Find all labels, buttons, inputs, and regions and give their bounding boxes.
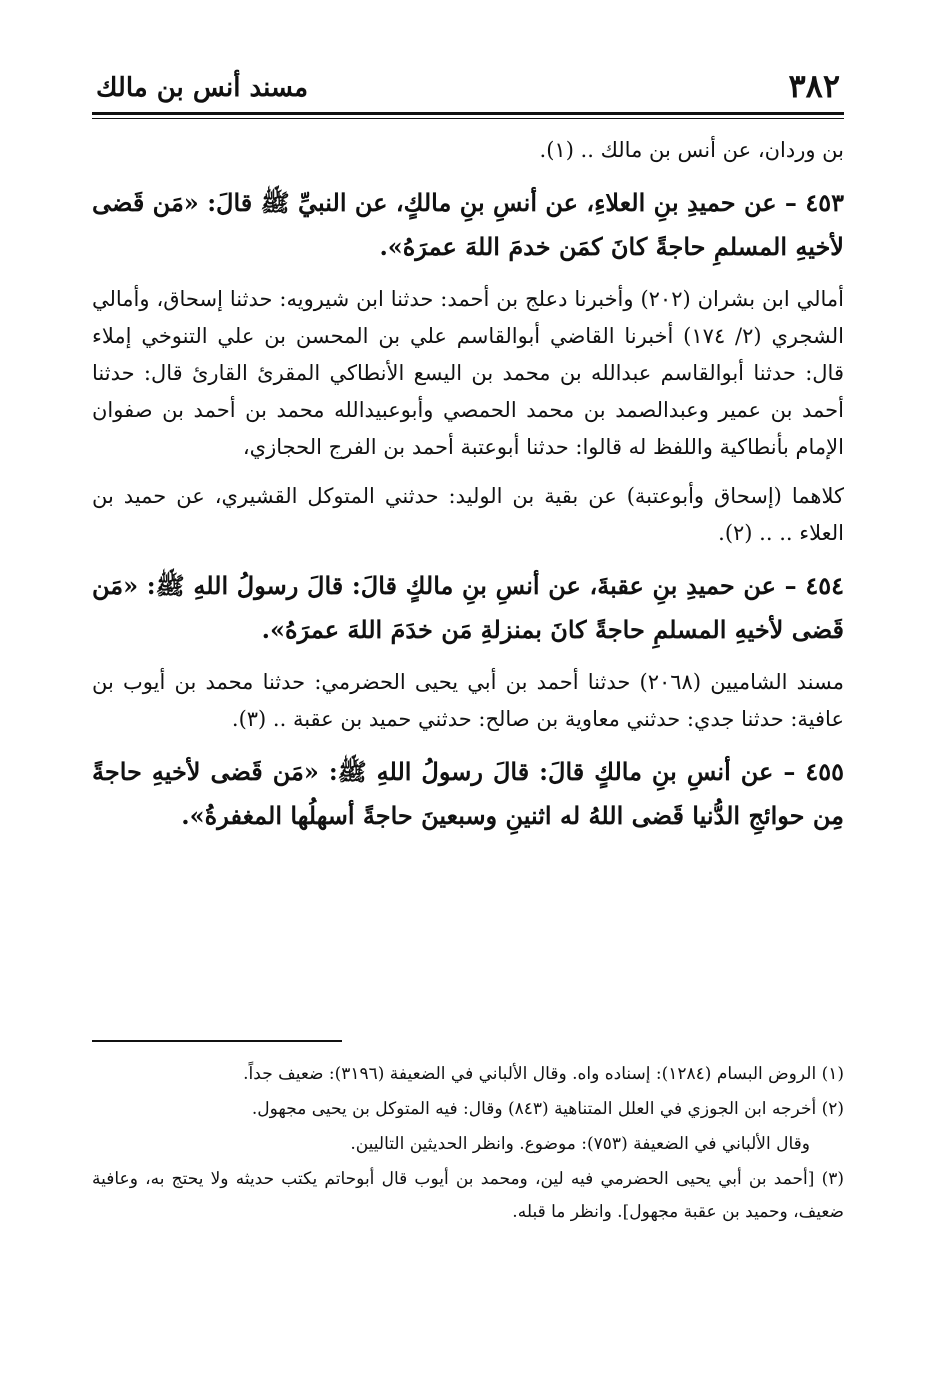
footnote-1: (١) الروض البسام (١٢٨٤): إسناده واه. وقال الألباني في الضعيفة (٣١٩٦): ضعيف جداً.: [243, 1064, 844, 1084]
footnote-3: (٣) [أحمد بن أبي يحيى الحضرمي فيه لين، ومحمد بن أيوب قال أبوحاتم يكتب حديثه ولا يحتج به، وعافية ضعيف، وحميد بن عقبة مجهول]. وانظر ما قبله.: [92, 1169, 844, 1222]
header-rule: [92, 112, 844, 115]
takhrij-453: أمالي ابن بشران (٢٠٢) وأخبرنا دعلج بن أحمد: حدثنا ابن شيرويه: حدثنا إسحاق، وأمالي الشجري (٢/ ١٧٤) أخبرنا القاضي أبوالقاسم علي بن المحسن بن علي التنوخي إملاء قال: حدثنا أبوالقاسم عبدالله بن محمد بن اليسع الأنطاكي المقرئ القارئ قال: حدثنا أحمد بن عمير وعبدالصمد بن محمد الحمصي وأبوعبيدالله محمد بن أحمد بن صفوان الإمام بأنطاكية واللفظ له قالوا: حدثنا أبوعتبة أحمد بن الفرج الحجازي،: [92, 287, 844, 459]
main-text: [92, 132, 844, 850]
paragraph-continuation: بن وردان، عن أنس بن مالك .. (١).: [539, 138, 844, 162]
book-page: [92, 0, 844, 1383]
hadith-453: ٤٥٣ – عن حميدِ بنِ العلاءِ، عن أنسِ بنِ مالكٍ، عن النبيِّ ﷺ قالَ: «مَن قَضى لأخيهِ المسلمِ حاجةً كانَ كمَن خدمَ اللهَ عمرَهُ».: [92, 188, 844, 261]
footnotes: [92, 1058, 844, 1231]
footnote-2-continuation: وقال الألباني في الضعيفة (٧٥٣): موضوع. وانظر الحديثين التاليين.: [350, 1134, 810, 1154]
header-rule-thin: [92, 118, 844, 119]
hadith-454: ٤٥٤ – عن حميدِ بنِ عقبةَ، عن أنسِ بنِ مالكٍ قالَ: قالَ رسولُ اللهِ ﷺ: «مَن قَضى لأخيهِ المسلمِ حاجةً كانَ بمنزلةِ مَن خدَمَ اللهَ عمرَهُ».: [92, 571, 844, 644]
page-number: ٣٨٢: [788, 67, 840, 105]
page-header: [92, 66, 844, 112]
takhrij-454: مسند الشاميين (٢٠٦٨) حدثنا أحمد بن أبي يحيى الحضرمي: حدثنا محمد بن أيوب بن عافية: حدثنا جدي: حدثني معاوية بن صالح: حدثني حميد بن عقبة .. (٣).: [92, 670, 844, 731]
footnote-separator: [92, 1040, 342, 1042]
footnote-2: (٢) أخرجه ابن الجوزي في العلل المتناهية (٨٤٣) وقال: فيه المتوكل بن يحيى مجهول.: [251, 1099, 844, 1119]
hadith-455: ٤٥٥ – عن أنسِ بنِ مالكٍ قالَ: قالَ رسولُ اللهِ ﷺ: «مَن قَضى لأخيهِ حاجةً مِن حوائجِ الدُّنيا قَضى اللهُ له اثنينِ وسبعينَ حاجةً أسهلُها المغفرةُ».: [92, 757, 844, 830]
running-title: مسند أنس بن مالك: [96, 73, 309, 103]
takhrij-453-summary: كلاهما (إسحاق وأبوعتبة) عن بقية بن الوليد: حدثني المتوكل القشيري، عن حميد بن العلاء .. .. (٢).: [92, 484, 844, 545]
